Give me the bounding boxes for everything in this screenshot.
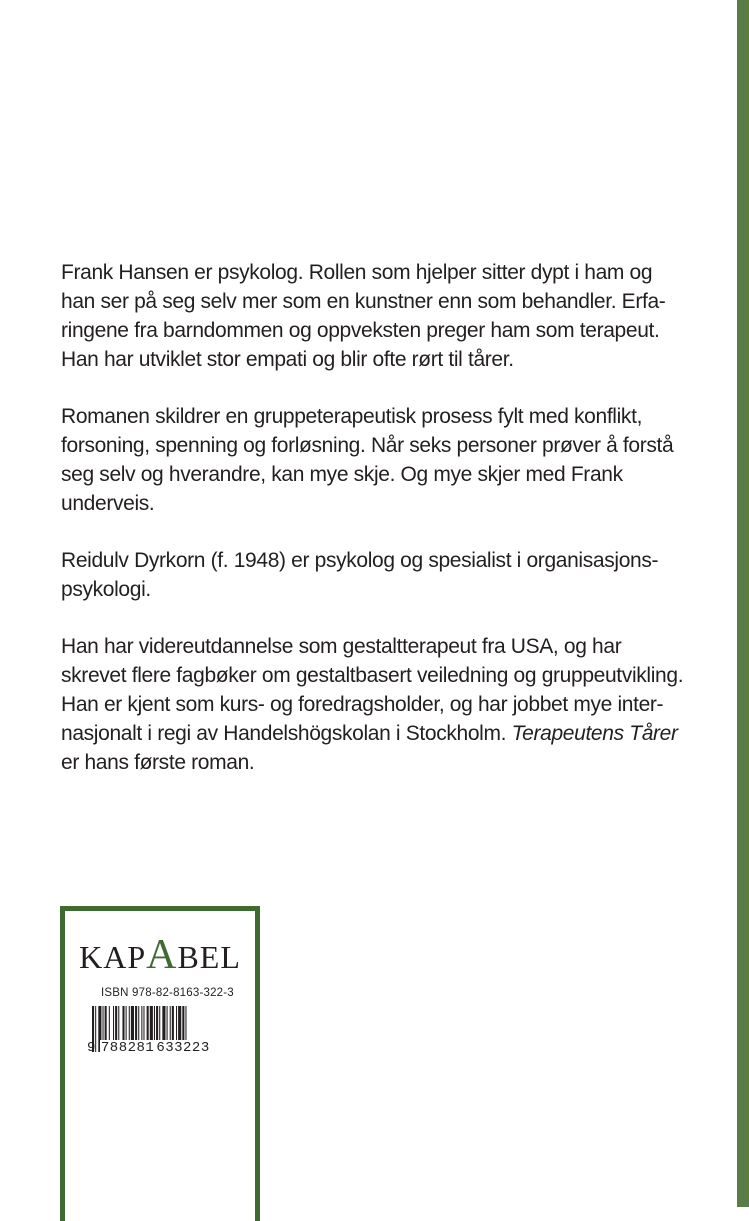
text-line: seg selv og hverandre, kan mye skje. Og mye skjer med Frank bbox=[61, 463, 623, 486]
text-line: forsoning, spenning og forløsning. Når seks personer prøver å forstå bbox=[61, 434, 674, 457]
book-title-italic: Terapeutens Tårer bbox=[511, 722, 678, 745]
paragraph-author-bio-2 bbox=[61, 632, 684, 777]
publisher-logo bbox=[65, 931, 255, 979]
logo-text-right: BEL bbox=[177, 939, 241, 975]
text-line: er hans første roman. bbox=[61, 751, 255, 774]
publisher-box bbox=[60, 906, 260, 1221]
paragraph-synopsis-2 bbox=[61, 402, 681, 518]
text-line: Frank Hansen er psykolog. Rollen som hjelper sitter dypt i ham og bbox=[61, 261, 653, 284]
text-line bbox=[61, 719, 681, 748]
barcode-digit-group-2: 633223 bbox=[156, 1040, 210, 1056]
text-line: ringene fra barndommen og oppveksten preger ham som terapeut. bbox=[61, 319, 660, 342]
logo-text-left: KAP bbox=[79, 939, 147, 975]
barcode-digit-group-1: 788281 bbox=[100, 1040, 155, 1056]
text-line-start: nasjonalt i regi av Handelshögskolan i Stockholm. bbox=[61, 722, 507, 745]
text-line: skrevet flere fagbøker om gestaltbasert veiledning og gruppeutvikling. bbox=[61, 664, 684, 687]
isbn-label: ISBN 978-82-8163-322-3 bbox=[101, 987, 234, 999]
text-line: Han har videreutdannelse som gestaltterapeut fra USA, og har bbox=[61, 635, 622, 658]
barcode-number bbox=[87, 1040, 211, 1056]
text-line: Han har utviklet stor empati og blir ofte rørt til tårer. bbox=[61, 348, 514, 371]
text-line: han ser på seg selv mer som en kunstner enn som behandler. Erfa- bbox=[61, 290, 666, 313]
paragraph-author-bio-1 bbox=[61, 546, 681, 604]
text-line: Reidulv Dyrkorn (f. 1948) er psykolog og spesialist i organisasjons- bbox=[61, 549, 659, 572]
spine-stripe bbox=[737, 0, 749, 1207]
text-line: Romanen skildrer en gruppeterapeutisk prosess fylt med konflikt, bbox=[61, 405, 643, 428]
logo-text-big-letter: A bbox=[146, 932, 178, 978]
barcode-digit-first: 9 bbox=[87, 1040, 96, 1056]
text-line: Han er kjent som kurs- og foredragsholder, og har jobbet mye inter- bbox=[61, 693, 664, 716]
text-line: psykologi. bbox=[61, 578, 151, 601]
back-cover-text bbox=[61, 258, 684, 805]
text-line: underveis. bbox=[61, 492, 155, 515]
paragraph-synopsis-1 bbox=[61, 258, 681, 374]
